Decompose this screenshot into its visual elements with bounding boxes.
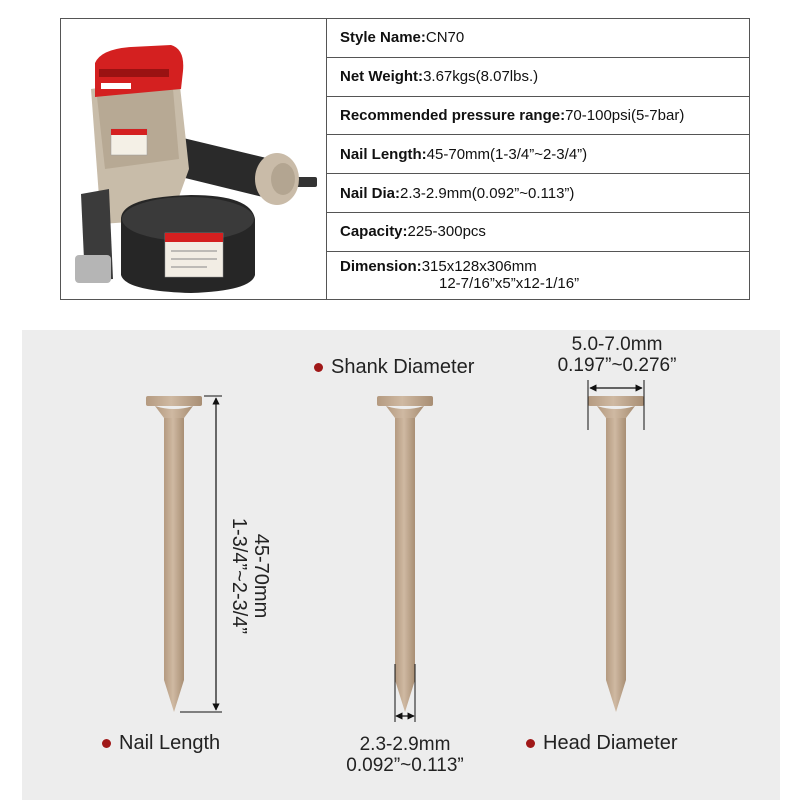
spec-value: 225-300pcs: [407, 223, 486, 241]
bullet-icon: [102, 739, 111, 748]
spec-value: 45-70mm(1-3/4”~2-3/4”): [426, 145, 588, 163]
product-photo: [61, 19, 327, 299]
nail-head-drawing: [588, 396, 644, 712]
spec-row-nail-length: [327, 135, 749, 174]
spec-label: Dimension:: [340, 258, 422, 276]
spec-row-nail-dia: [327, 174, 749, 213]
shank-diameter-caption: [314, 356, 474, 379]
spec-rows: [327, 19, 749, 299]
measure-metric: 5.0-7.0mm: [571, 334, 663, 355]
spec-value: 70-100psi(5-7bar): [565, 106, 685, 124]
spec-value: CN70: [425, 29, 465, 47]
nail-diagram: [22, 330, 780, 800]
spec-row-net-weight: [327, 58, 749, 97]
spec-label: Nail Length:: [340, 145, 427, 163]
caption-text: Head Diameter: [543, 732, 678, 754]
spec-label: Recommended pressure range:: [340, 106, 566, 124]
caption-text: Nail Length: [119, 732, 221, 754]
dimension-values: [340, 258, 579, 292]
head-diameter-measure: [542, 334, 692, 376]
spec-value: 2.3-2.9mm(0.092”~0.113”): [400, 184, 575, 202]
head-diameter-caption: [526, 732, 678, 755]
measure-metric: 2.3-2.9mm: [359, 734, 451, 755]
shank-diameter-measure: [330, 734, 480, 776]
bullet-icon: [526, 739, 535, 748]
nail-length-measure: [228, 488, 272, 664]
spec-table: [60, 18, 750, 300]
spec-label: Nail Dia:: [340, 184, 401, 202]
caption-text: Shank Diameter: [331, 356, 475, 378]
spec-label: Style Name:: [340, 29, 426, 47]
coil-nailer-illustration: [61, 19, 327, 299]
nail-drawings: [22, 330, 780, 800]
nail-length-caption: [102, 732, 220, 755]
spec-row-dimension: [327, 252, 749, 299]
length-dimension-line: [180, 396, 222, 712]
spec-value: 3.67kgs(8.07lbs.): [423, 68, 539, 86]
nail-shank-drawing: [377, 396, 433, 712]
measure-imperial: 1-3/4”~2-3/4”: [228, 517, 250, 635]
spec-row-pressure: [327, 97, 749, 136]
measure-imperial: 0.092”~0.113”: [346, 755, 464, 776]
measure-metric: 45-70mm: [250, 533, 272, 619]
measure-imperial: 0.197”~0.276”: [557, 355, 677, 376]
spec-value-imperial: 12-7/16”x5”x12-1/16”: [439, 275, 580, 293]
bullet-icon: [314, 363, 323, 372]
nail-length-drawing: [146, 396, 202, 712]
spec-row-style-name: [327, 19, 749, 58]
spec-row-capacity: [327, 213, 749, 252]
spec-label: Capacity:: [340, 223, 408, 241]
spec-label: Net Weight:: [340, 68, 424, 86]
spec-value: 315x128x306mm: [421, 258, 537, 276]
